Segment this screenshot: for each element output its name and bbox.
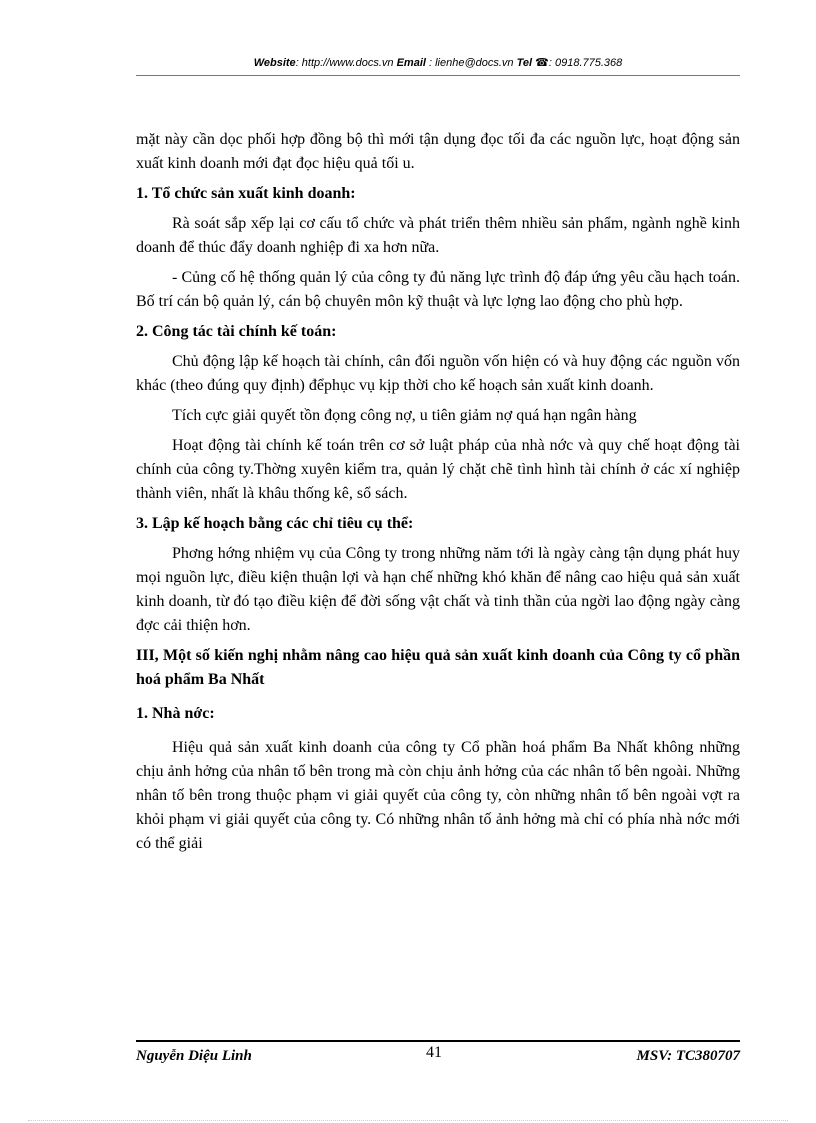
- email-value: : lienhe@docs.vn: [429, 57, 514, 69]
- page-header: [136, 56, 740, 74]
- paragraph-review: Rà soát sắp xếp lại cơ cấu tổ chức và phát triển thêm nhiều sản phẩm, ngành nghề kinh doanh để thúc đẩy doanh nghiệp đi xa hơn nữa.: [136, 215, 740, 256]
- heading-finance: 2. Công tác tài chính kế toán:: [136, 323, 337, 340]
- page-bottom-border: [28, 1120, 788, 1121]
- paragraph-accounting: Hoạt động tài chính kế toán trên cơ sở luật pháp của nhà nớc và quy chế hoạt động tài chính của công ty.Thờng xuyên kiểm tra, quản lý chặt chẽ tình hình tài chính ở các xí nghiệp thành viên, nhất là khâu thống kê, sổ sách.: [136, 437, 740, 502]
- paragraph-efficiency: Hiệu quả sản xuất kinh doanh của công ty Cổ phần hoá phẩm Ba Nhất không những chịu ảnh hởng của nhân tố bên trong mà còn chịu ảnh hởng của các nhân tố bên ngoài. Những nhân tố bên trong thuộc phạm vi giải quyết của công ty, còn những nhân tố bên ngoài vợt ra khỏi phạm vi giải quyết của công ty. Có những nhân tố ảnh hởng mà chỉ có phía nhà nớc mới có thể giải: [136, 739, 740, 852]
- paragraph-management-system: - Củng cố hệ thống quản lý của công ty đủ năng lực trình độ đáp ứng yêu cầu hạch toán. Bố trí cán bộ quản lý, cán bộ chuyên môn kỹ thuật và lực lợng lao động cho phù hợp.: [136, 269, 740, 310]
- heading-organization: 1. Tổ chức sản xuất kinh doanh:: [136, 185, 356, 202]
- paragraph-financial-plan: Chủ động lập kế hoạch tài chính, cân đối nguồn vốn hiện có và huy động các nguồn vốn khác (theo đúng quy định) đểphục vụ kịp thời cho kế hoạch sản xuất kinh doanh.: [136, 353, 740, 394]
- paragraph-debt: Tích cực giải quyết tồn đọng công nợ, u tiên giảm nợ quá hạn ngân hàng: [172, 407, 637, 424]
- website-value: : http://www.docs.vn: [295, 57, 394, 69]
- document-body: [136, 128, 740, 856]
- phone-icon: ☎: [535, 57, 549, 69]
- email-label: Email: [396, 57, 426, 69]
- tel-value: : 0918.775.368: [548, 57, 623, 69]
- paragraph-direction: Phơng hớng nhiệm vụ của Công ty trong những năm tới là ngày càng tận dụng phát huy mọi nguồn lực, điều kiện thuận lợi và hạn chế những khó khăn để nâng cao hiệu quả sản xuất kinh doanh, từ đó tạo điều kiện để đời sống vật chất và tinh thần của ngời lao động ngày càng đợc cải thiện hơn.: [136, 545, 740, 634]
- heading-planning: 3. Lập kế hoạch bằng các chỉ tiêu cụ thể:: [136, 515, 414, 532]
- author-name: Nguyễn Diệu Linh: [136, 1048, 252, 1064]
- website-label: Website: [253, 57, 296, 69]
- heading-recommendations: III, Một số kiến nghị nhằm nâng cao hiệu quả sản xuất kinh doanh của Công ty cổ phần hoá phẩm Ba Nhất: [136, 647, 740, 688]
- tel-label: Tel: [516, 57, 533, 69]
- page-footer: [136, 1046, 740, 1066]
- heading-state: 1. Nhà nớc:: [136, 705, 215, 722]
- paragraph-continued: mặt này cần dọc phối hợp đồng bộ thì mới tận dụng đọc tối đa các nguồn lực, hoạt động sản xuất kinh doanh mới đạt đọc hiệu quả tối u.: [136, 131, 740, 172]
- page-number: 41: [426, 1044, 442, 1061]
- student-id: MSV: TC380707: [636, 1048, 740, 1064]
- footer-divider: [136, 1040, 740, 1042]
- header-divider: [136, 75, 740, 76]
